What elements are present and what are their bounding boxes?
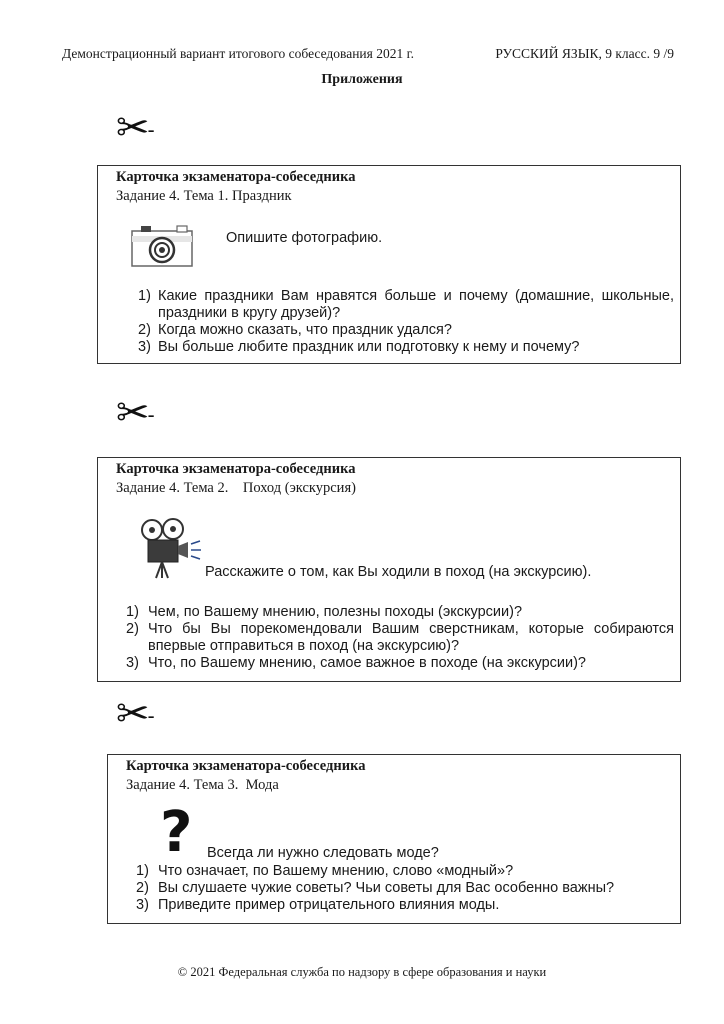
question-item: 2) Вы слушаете чужие советы? Чьи советы для Вас особенно важны? bbox=[136, 880, 615, 896]
question-item: 1) Чем, по Вашему мнению, полезны походы (экскурсии)? bbox=[126, 604, 523, 620]
question-item: 2) Что бы Вы порекомендовали Вашим сверстникам, которые собираются впервые отправиться в поход (на экскурсию)? bbox=[126, 621, 674, 654]
card-prompt: Всегда ли нужно следовать моде? bbox=[207, 845, 439, 861]
card-title: Карточка экзаменатора-собеседника bbox=[126, 758, 366, 774]
scissors-icon: ✂- bbox=[116, 691, 153, 737]
card-title: Карточка экзаменатора-собеседника bbox=[116, 461, 356, 477]
page-footer: © 2021 Федеральная служба по надзору в сфере образования и науки bbox=[177, 965, 547, 979]
question-item: 1) Что означает, по Вашему мнению, слово «модный»? bbox=[136, 863, 514, 879]
question-list bbox=[136, 863, 674, 914]
film-projector-icon bbox=[136, 518, 204, 580]
card-prompt: Расскажите о том, как Вы ходили в поход (на экскурсию). bbox=[205, 564, 592, 580]
question-item: 3) Вы больше любите праздник или подготовку к нему и почему? bbox=[138, 339, 580, 355]
card-task: Задание 4. Тема 2. Поход (экскурсия) bbox=[116, 480, 356, 496]
header-right-text: РУССКИЙ ЯЗЫК, 9 класс. 9 /9 bbox=[495, 46, 674, 61]
page-header bbox=[62, 46, 674, 62]
section-title: Приложения bbox=[321, 72, 403, 87]
card-theme-1 bbox=[97, 165, 681, 364]
card-title: Карточка экзаменатора-собеседника bbox=[116, 169, 356, 185]
card-task: Задание 4. Тема 1. Праздник bbox=[116, 188, 292, 204]
card-task: Задание 4. Тема 3. Мода bbox=[126, 777, 279, 793]
question-item: 1) Какие праздники Вам нравятся больше и почему (домашние, школьные, праздники в кругу друзей)? bbox=[138, 288, 674, 321]
header-left-text: Демонстрационный вариант итогового собеседования 2021 г. bbox=[62, 46, 414, 61]
question-list bbox=[126, 604, 674, 672]
scissors-icon: ✂- bbox=[116, 390, 153, 436]
camera-icon bbox=[131, 223, 193, 267]
question-item: 3) Приведите пример отрицательного влияния моды. bbox=[136, 897, 500, 913]
card-theme-3 bbox=[107, 754, 681, 924]
scissors-icon: ✂- bbox=[116, 105, 153, 151]
card-prompt: Опишите фотографию. bbox=[226, 230, 383, 246]
question-list bbox=[138, 288, 674, 356]
question-item: 2) Когда можно сказать, что праздник удался? bbox=[138, 322, 452, 338]
card-theme-2 bbox=[97, 457, 681, 682]
question-mark-icon: ? bbox=[160, 800, 193, 865]
question-item: 3) Что, по Вашему мнению, самое важное в походе (на экскурсии)? bbox=[126, 655, 586, 671]
